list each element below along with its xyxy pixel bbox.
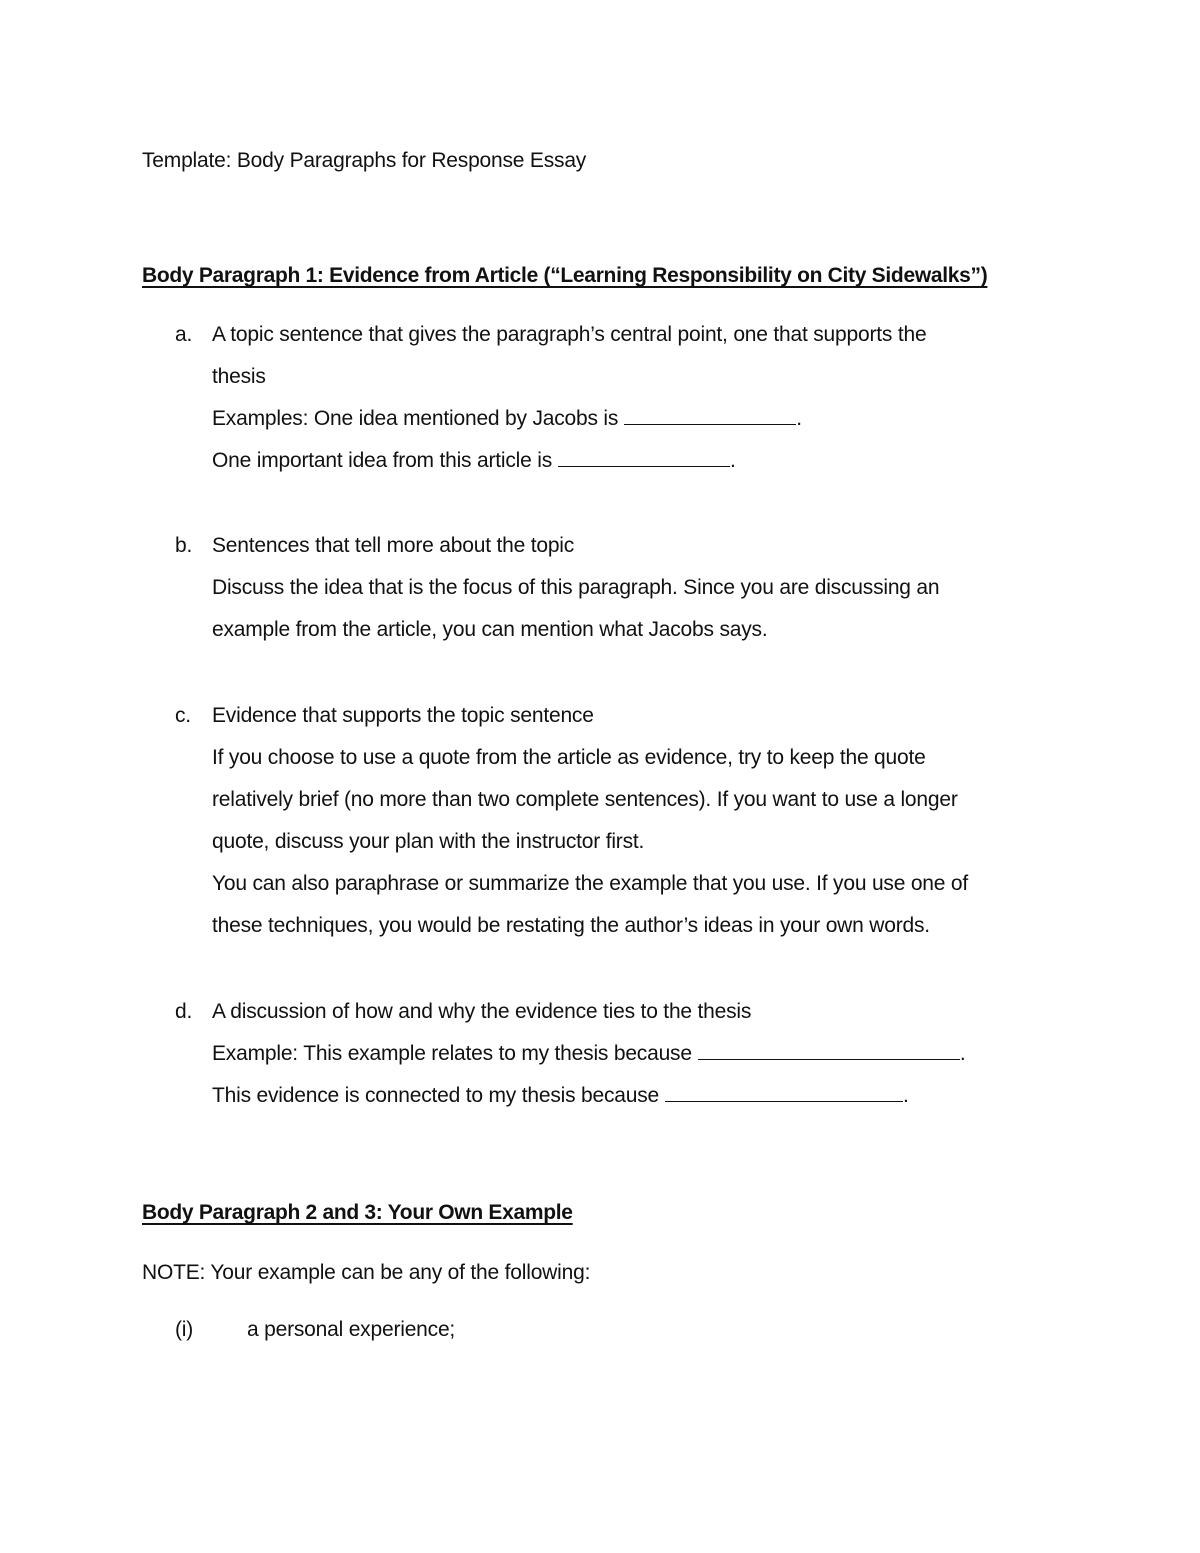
item-d-line-1: A discussion of how and why the evidence ties to the thesis: [212, 1000, 752, 1023]
list-marker: a.: [175, 323, 193, 346]
item-a-line-2: thesis: [212, 365, 266, 388]
fill-in-blank: [558, 440, 730, 467]
roman-marker: (i): [175, 1318, 194, 1341]
fill-in-blank: [698, 1033, 960, 1060]
item-a-example-2: [212, 440, 1075, 482]
roman-item-text: a personal experience;: [247, 1318, 456, 1341]
period: .: [959, 1042, 966, 1065]
fill-in-blank: [665, 1075, 903, 1102]
roman-list-item: [175, 1316, 455, 1344]
document-title: Template: Body Paragraphs for Response Essay: [142, 149, 587, 172]
section-heading-1: Body Paragraph 1: Evidence from Article (“Learning Responsibility on City Sidewalks”): [142, 264, 988, 287]
period: .: [796, 407, 802, 430]
example-text: One important idea from this article is: [212, 449, 553, 472]
period: .: [903, 1084, 909, 1107]
item-c-line-1: Evidence that supports the topic sentence: [212, 704, 594, 727]
period: .: [730, 449, 736, 472]
item-c-line-3: relatively brief (no more than two complete sentences). If you want to use a longer: [212, 788, 958, 811]
example-text: Example: This example relates to my thesis because: [212, 1042, 692, 1065]
item-d-example-1: [212, 1033, 1075, 1075]
example-text: This evidence is connected to my thesis because: [212, 1084, 660, 1107]
list-marker: b.: [175, 534, 193, 557]
list-item-b: [175, 525, 1075, 651]
list-marker: d.: [175, 1000, 193, 1023]
item-a-line-1: A topic sentence that gives the paragraph’s central point, one that supports the: [212, 323, 927, 346]
item-b-line-1: Sentences that tell more about the topic: [212, 534, 575, 557]
example-text: Examples: One idea mentioned by Jacobs is: [212, 407, 619, 430]
item-b-line-2: Discuss the idea that is the focus of this paragraph. Since you are discussing an: [212, 576, 940, 599]
note-text: NOTE: Your example can be any of the following:: [142, 1261, 591, 1284]
item-c-line-5: You can also paraphrase or summarize the example that you use. If you use one of: [212, 872, 969, 895]
item-c-line-2: If you choose to use a quote from the article as evidence, try to keep the quote: [212, 746, 926, 769]
list-item-c: [175, 695, 1075, 947]
item-c-line-4: quote, discuss your plan with the instructor first.: [212, 830, 645, 853]
section-heading-2: Body Paragraph 2 and 3: Your Own Example: [142, 1201, 573, 1224]
list-marker: c.: [175, 704, 191, 727]
list-item-d: [175, 991, 1075, 1117]
item-c-line-6: these techniques, you would be restating the author’s ideas in your own words.: [212, 914, 930, 937]
list-item-a: [175, 314, 1075, 482]
item-a-example-1: [212, 398, 1075, 440]
item-d-example-2: [212, 1075, 1075, 1117]
item-b-line-3: example from the article, you can mention what Jacobs says.: [212, 618, 768, 641]
fill-in-blank: [624, 398, 796, 425]
